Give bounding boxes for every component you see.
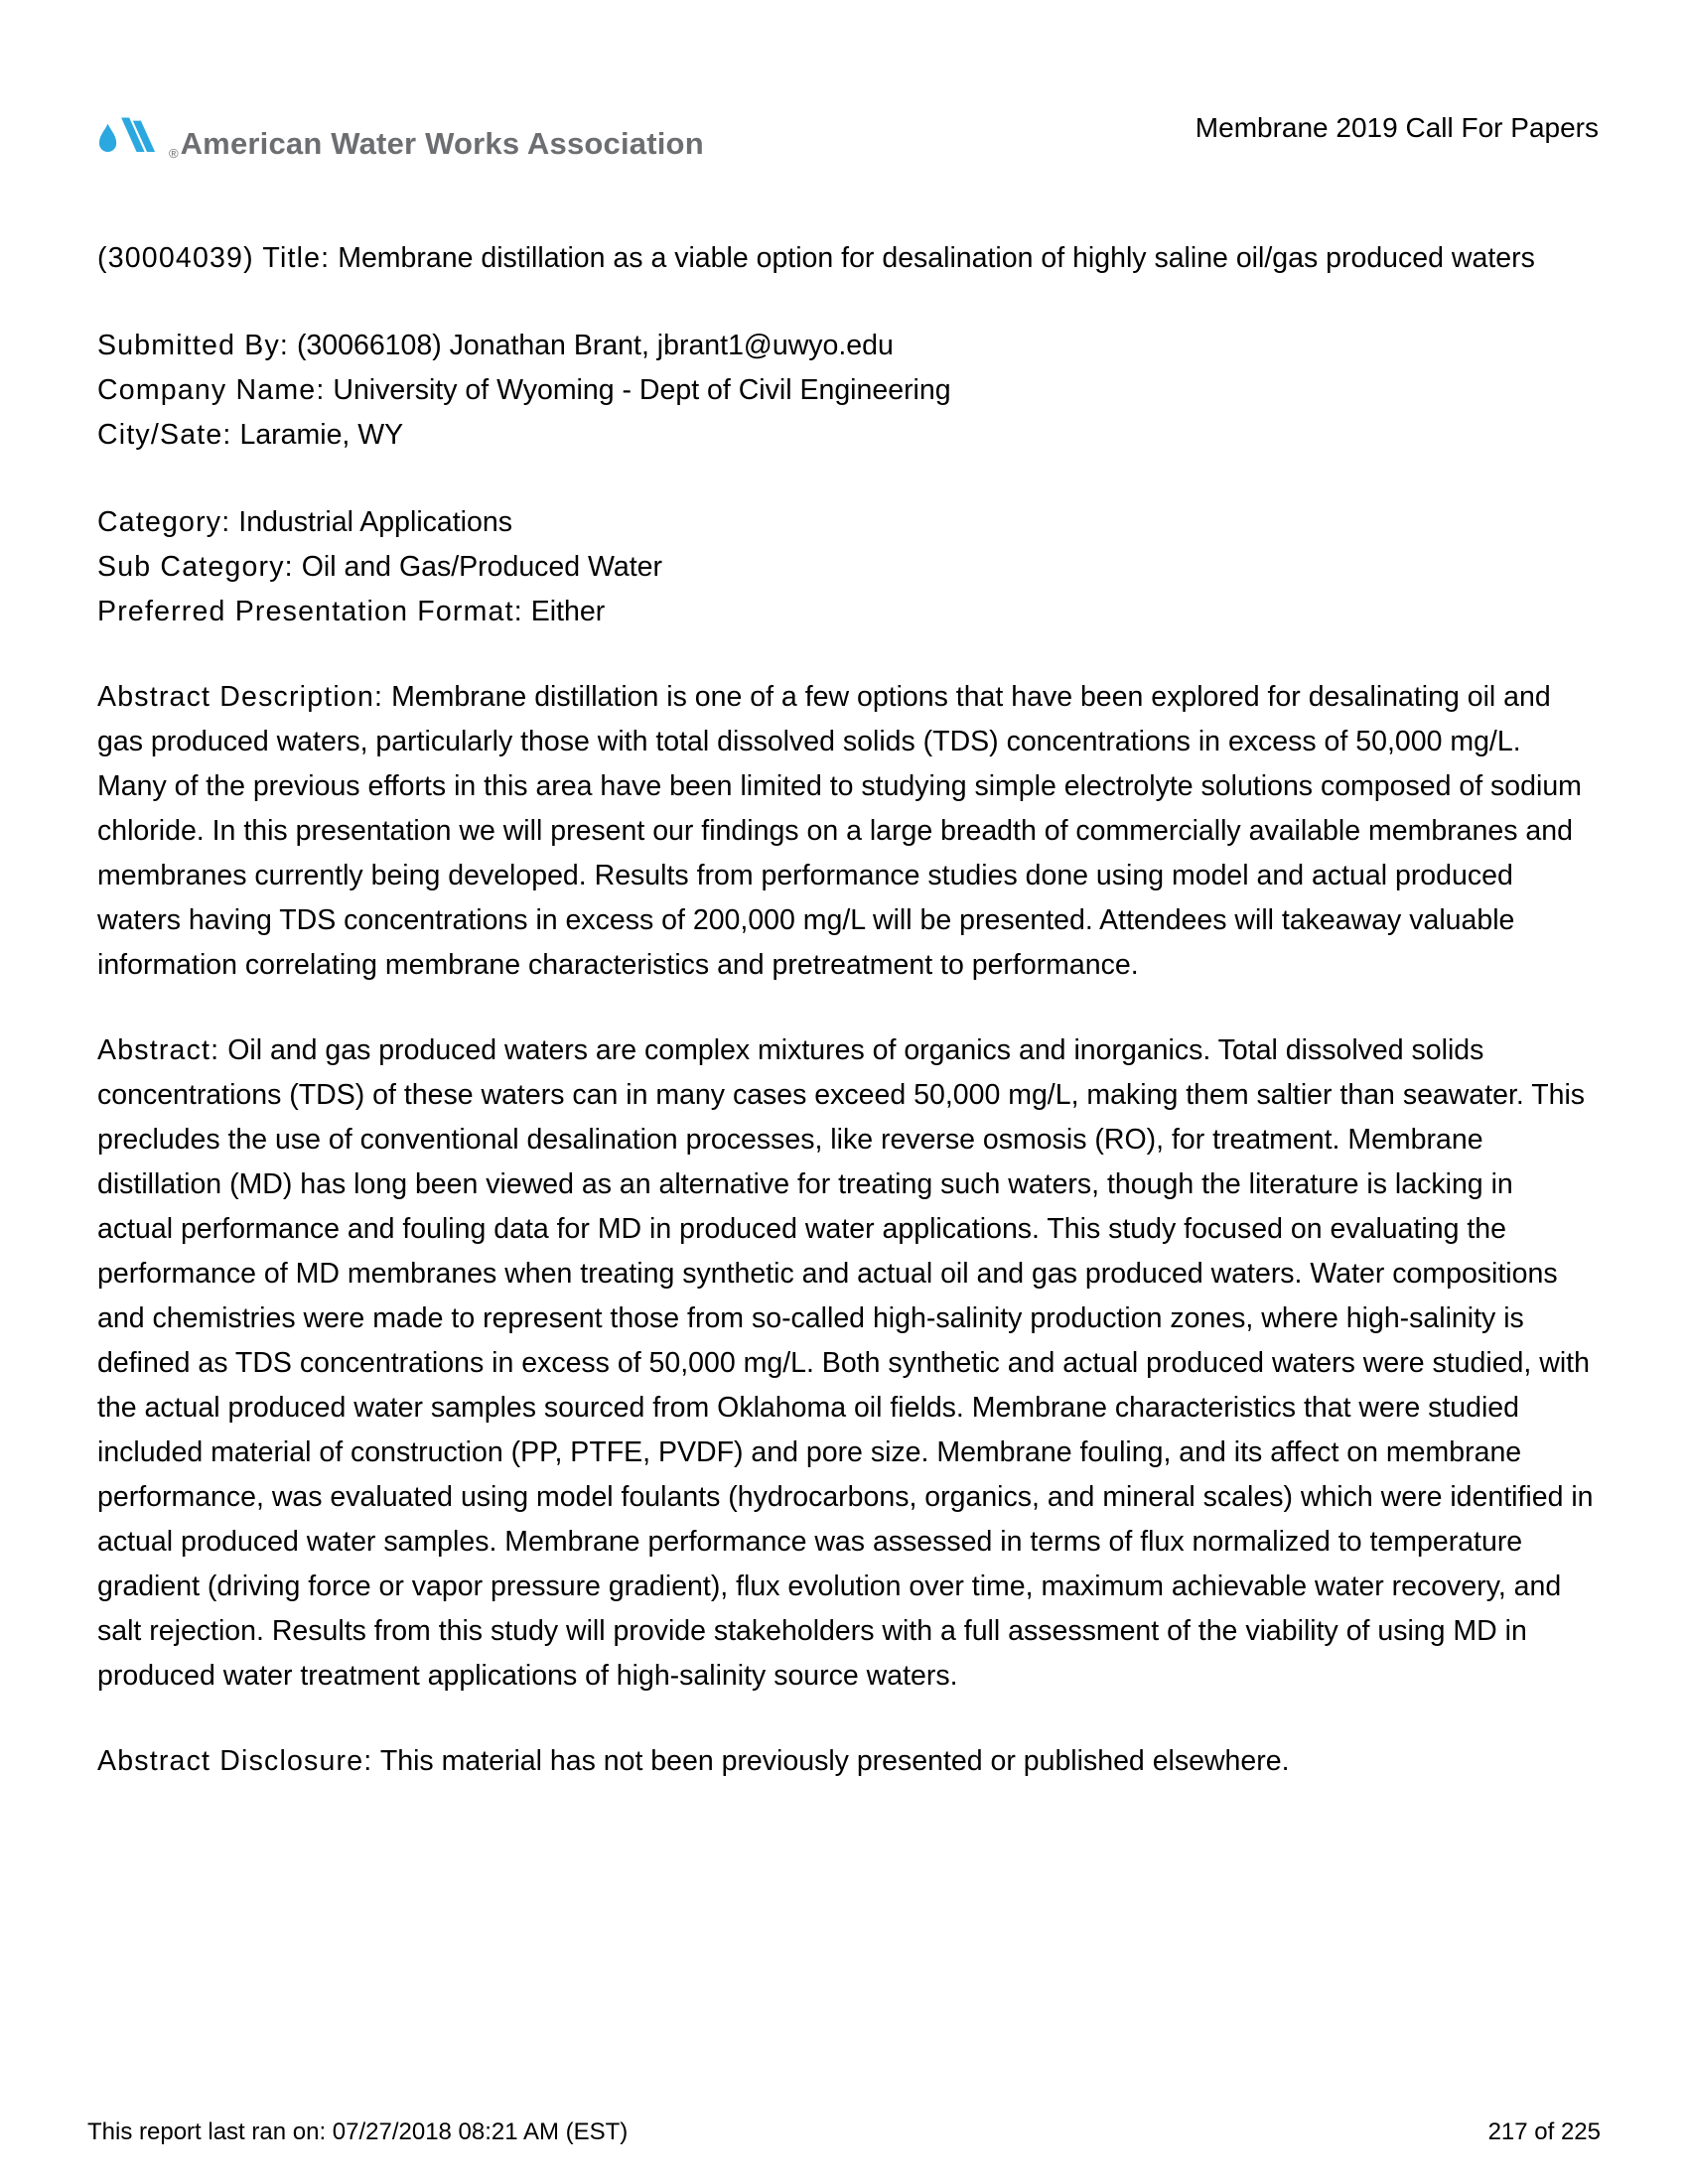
category-value: Industrial Applications bbox=[238, 506, 512, 538]
registered-mark: ® bbox=[169, 146, 179, 161]
title-value: Membrane distillation as a viable option for desalination of highly saline oil/gas produced waters bbox=[338, 242, 1535, 274]
company-name-value: University of Wyoming - Dept of Civil Engineering bbox=[333, 374, 951, 406]
awwa-logo bbox=[94, 107, 704, 165]
presentation-format-label: Preferred Presentation Format: bbox=[97, 596, 523, 627]
sub-category-value: Oil and Gas/Produced Water bbox=[301, 551, 662, 583]
title-label: (30004039) Title: bbox=[97, 242, 331, 274]
awwa-drop-icon bbox=[94, 107, 168, 165]
report-title: Membrane 2019 Call For Papers bbox=[1195, 112, 1599, 143]
abstract-disclosure-text: This material has not been previously presented or published elsewhere. bbox=[379, 1745, 1290, 1777]
abstract-text: Oil and gas produced waters are complex mixtures of organics and inorganics. Total dissolved solids concentrations (TDS) of these waters can in many cases exceed 50,000 mg/L, making them saltier than seawater. This precludes the use of conventional desalination processes, like reverse osmosis (RO), for treatment. Membrane distillation (MD) has long been viewed as an alternative for treating such waters, though the literature is lacking in actual performance and fouling data for MD in produced water applications. This study focused on evaluating the performance of MD membranes when treating synthetic and actual oil and gas produced waters. Water compositions and chemistries were made to represent those from so-called high-salinity production zones, where high-salinity is defined as TDS concentrations in excess of 50,000 mg/L. Both synthetic and actual produced waters were studied, with the actual produced water samples sourced from Oklahoma oil fields. Membrane characteristics that were studied included material of construction (PP, PTFE, PVDF) and pore size. Membrane fouling, and its affect on membrane performance, was evaluated using model foulants (hydrocarbons, organics, and mineral scales) which were identified in actual produced water samples. Membrane performance was assessed in terms of flux normalized to temperature gradient (driving force or vapor pressure gradient), flux evolution over time, maximum achievable water recovery, and salt rejection. Results from this study will provide stakeholders with a full assessment of the viability of using MD in produced water treatment applications of high-salinity source waters. bbox=[97, 1034, 1594, 1692]
report-last-ran: This report last ran on: 07/27/2018 08:21 AM (EST) bbox=[87, 2118, 629, 2145]
presentation-format-line bbox=[97, 590, 1594, 634]
abstract-report-body bbox=[97, 236, 1594, 1784]
sub-category-label: Sub Category: bbox=[97, 551, 294, 583]
city-state-label: City/Sate: bbox=[97, 419, 232, 451]
submitted-by-value: (30066108) Jonathan Brant, jbrant1@uwyo.edu bbox=[296, 330, 894, 361]
abstract-description-label: Abstract Description: bbox=[97, 681, 384, 713]
logo-text: American Water Works Association bbox=[180, 126, 704, 161]
abstract-paragraph bbox=[97, 1028, 1594, 1699]
company-name-line bbox=[97, 368, 1594, 413]
category-line bbox=[97, 500, 1594, 545]
abstract-label: Abstract: bbox=[97, 1034, 220, 1066]
category-label: Category: bbox=[97, 506, 231, 538]
city-state-line bbox=[97, 413, 1594, 458]
page-number: 217 of 225 bbox=[1487, 2118, 1601, 2145]
submitted-by-line bbox=[97, 324, 1594, 368]
abstract-disclosure-line bbox=[97, 1739, 1594, 1784]
submission-title-line bbox=[97, 236, 1594, 281]
abstract-description-paragraph bbox=[97, 675, 1594, 988]
submitted-by-label: Submitted By: bbox=[97, 330, 290, 361]
page-footer bbox=[87, 2118, 1601, 2146]
city-state-value: Laramie, WY bbox=[239, 419, 404, 451]
abstract-description-text: Membrane distillation is one of a few options that have been explored for desalinating oil and gas produced waters, particularly those with total dissolved solids (TDS) concentrations in excess of 50,000 mg/L. Many of the previous efforts in this area have been limited to studying simple electrolyte solutions composed of sodium chloride. In this presentation we will present our findings on a large breadth of commercially available membranes and membranes currently being developed. Results from performance studies done using model and actual produced waters having TDS concentrations in excess of 200,000 mg/L will be presented. Attendees will takeaway valuable information correlating membrane characteristics and pretreatment to performance. bbox=[97, 681, 1582, 981]
presentation-format-value: Either bbox=[530, 596, 606, 627]
sub-category-line bbox=[97, 545, 1594, 590]
company-name-label: Company Name: bbox=[97, 374, 326, 406]
abstract-disclosure-label: Abstract Disclosure: bbox=[97, 1745, 373, 1777]
